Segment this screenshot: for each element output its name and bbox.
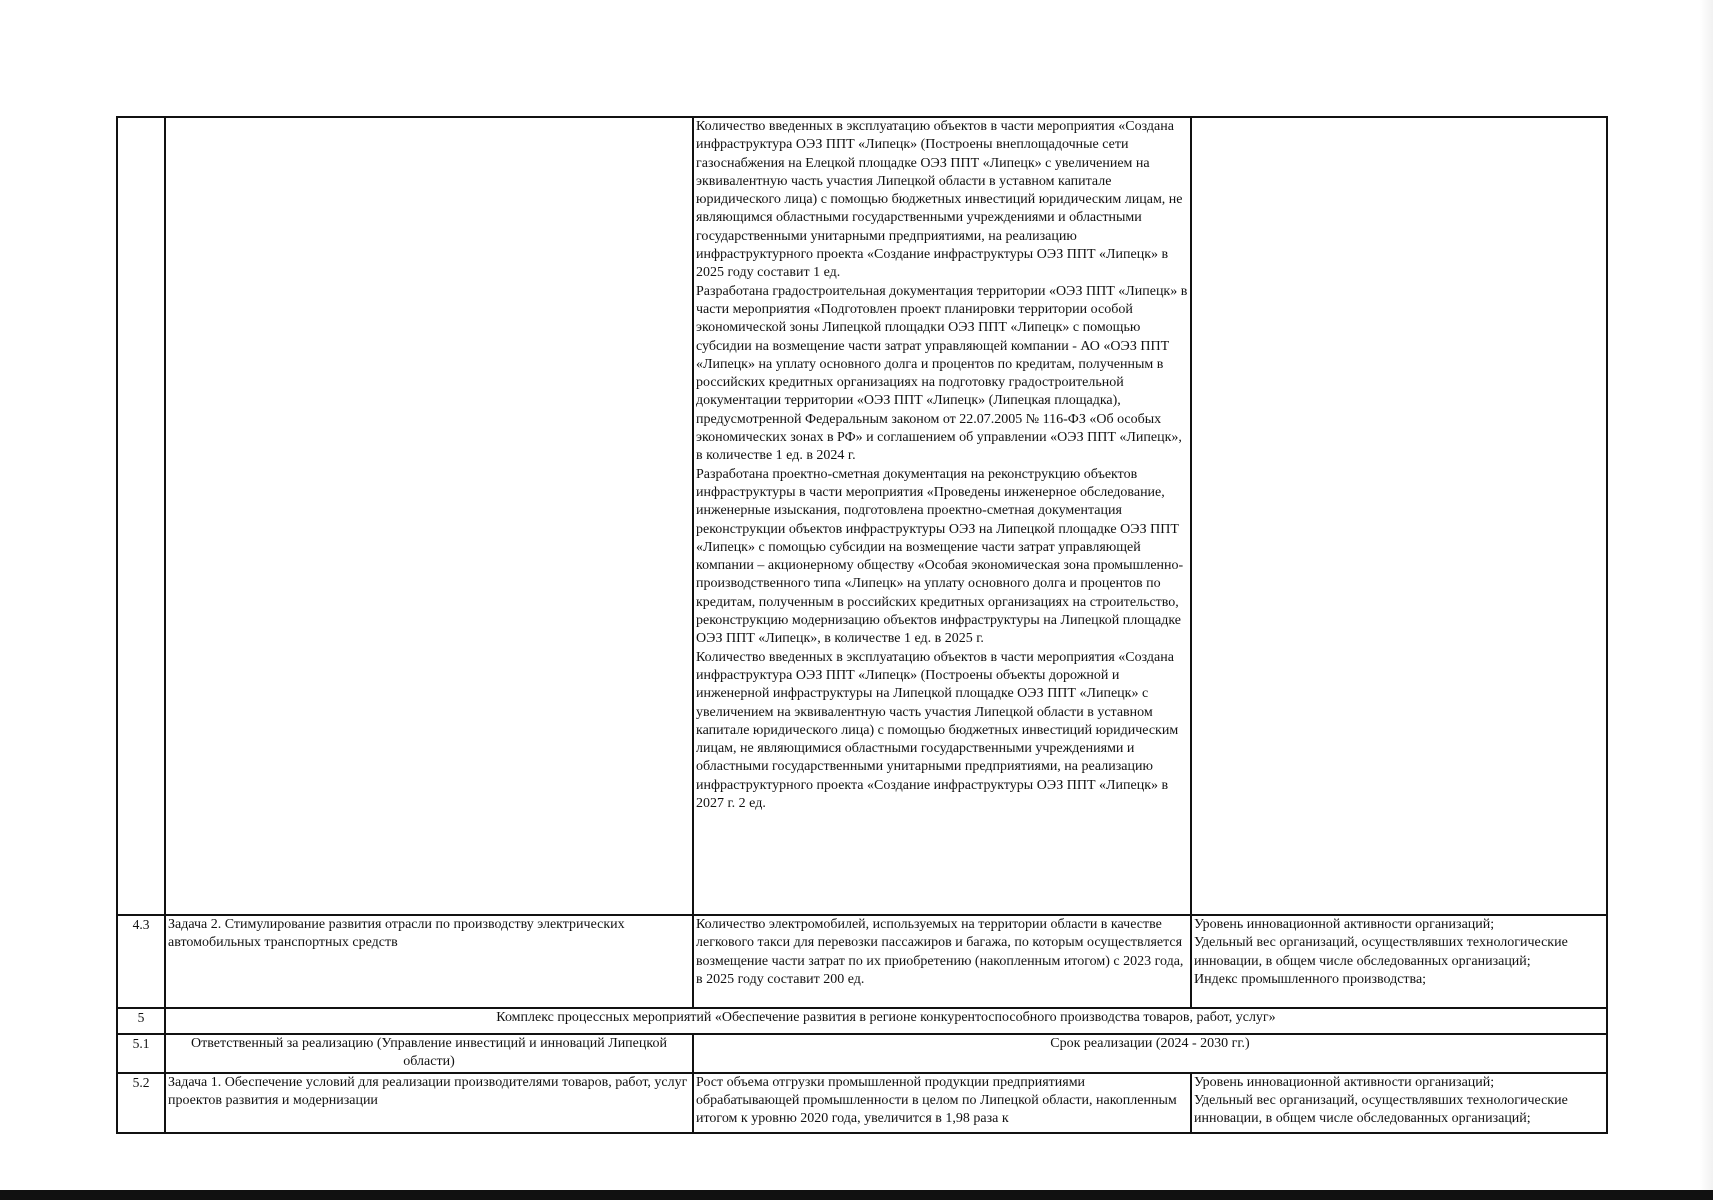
task-cell	[165, 117, 693, 915]
row-number-cell: 5.1	[117, 1034, 165, 1073]
result-paragraph: Разработана градостроительная документация территории «ОЭЗ ППТ «Липецк» в части мероприятия «Подготовлен проект планировки территории особой экономической зоны Липецкой площадки ОЭЗ ППТ «Липецк» с помощью субсидии на возмещение части затрат управляющей компании - АО «ОЭЗ ППТ «Липецк» на уплату основного долга и процентов по кредитам, полученным в российских кредитных организациях на подготовку градостроительной документации территории «ОЭЗ ППТ «Липецк» (Липецкая площадка), предусмотренной Федеральным законом от 22.07.2005 № 116-ФЗ «Об особых экономических зонах в РФ» и соглашением об управлении «ОЭЗ ППТ «Липецк», в количестве 1 ед. в 2024 г.	[696, 283, 1188, 464]
row-number-cell: 4.3	[117, 915, 165, 1008]
indicators-cell	[1191, 915, 1607, 1008]
result-paragraph: Разработана проектно-сметная документация на реконструкцию объектов инфраструктуры в части мероприятия «Проведены инженерное обследование, инженерные изыскания, подготовлена проектно-сметная документация реконструкции объектов инфраструктуры ОЭЗ на Липецкой площадке ОЭЗ ППТ «Липецк» с помощью субсидии на возмещение части затрат управляющей компании – акционерному обществу «Особая экономическая зона промышленно-производственного типа «Липецк» на уплату основного долга и процентов по кредитам, полученным в российских кредитных организациях на строительство, реконструкцию модернизацию объектов инфраструктуры на Липецкой площадке ОЭЗ ППТ «Липецк», в количестве 1 ед. в 2025 г.	[696, 466, 1184, 647]
section-title-cell: Комплекс процессных мероприятий «Обеспечение развития в регионе конкурентоспособного производства товаров, работ, услуг»	[165, 1008, 1607, 1034]
indicator-item: Индекс промышленного производства;	[1194, 971, 1427, 987]
responsible-cell: Ответственный за реализацию (Управление инвестиций и инноваций Липецкой области)	[165, 1034, 693, 1073]
task-cell: Задача 2. Стимулирование развития отрасли по производству электрических автомобильных транспортных средств	[165, 915, 693, 1008]
program-table	[116, 116, 1608, 1134]
task-cell: Задача 1. Обеспечение условий для реализации производителями товаров, работ, услуг проектов развития и модернизации	[165, 1073, 693, 1133]
scan-shadow-right	[1700, 0, 1713, 1190]
table-row-5	[117, 1008, 1607, 1034]
indicator-item: Удельный вес организаций, осуществлявших технологические инновации, в общем числе обследованных организаций;	[1194, 1092, 1568, 1127]
result-text: Рост объема отгрузки промышленной продукции предприятиями обрабатывающей промышленности в целом по Липецкой области, накопленным итогом к уровню 2020 года, увеличится в 1,98 раза к	[696, 1074, 1177, 1127]
indicators-cell	[1191, 117, 1607, 915]
result-cell: Количество электромобилей, используемых на территории области в качестве легкового такси для перевозки пассажиров и багажа, по которым осуществляется возмещение части затрат по их приобретению (накопленным итогом) с 2023 года, в 2025 году составит 200 ед.	[693, 915, 1191, 1008]
indicator-item: Уровень инновационной активности организаций;	[1194, 1074, 1495, 1090]
result-paragraph: Количество введенных в эксплуатацию объектов в части мероприятия «Создана инфраструктура ОЭЗ ППТ «Липецк» (Построены объекты дорожной и инженерной инфраструктуры на Липецкой площадке ОЭЗ ППТ «Липецк» с увеличением на эквивалентную часть участия Липецкой области в уставном капитале юридического лица) с помощью бюджетных инвестиций юридическим лицам, не являющимися областными государственными учреждениями и областными государственными унитарными предприятиями, на реализацию инфраструктурного проекта «Создание инфраструктуры ОЭЗ ППТ «Липецк» в 2027 г. 2 ед.	[696, 649, 1179, 811]
row-number-cell: 5.2	[117, 1073, 165, 1133]
table-row-continued	[117, 117, 1607, 915]
indicators-cell	[1191, 1073, 1607, 1133]
row-number-cell	[117, 117, 165, 915]
table-row-5-1	[117, 1034, 1607, 1073]
scan-edge-bottom	[0, 1190, 1713, 1200]
row-number-cell: 5	[117, 1008, 165, 1034]
term-cell: Срок реализации (2024 - 2030 гг.)	[693, 1034, 1607, 1073]
indicator-item: Уровень инновационной активности организаций;	[1194, 917, 1495, 932]
indicator-item: Удельный вес организаций, осуществлявших технологические инновации, в общем числе обследованных организаций;	[1194, 935, 1568, 969]
table-row-4-3	[117, 915, 1607, 1008]
result-cell	[693, 117, 1191, 915]
table-row-5-2	[117, 1073, 1607, 1133]
indicators-list	[1194, 1074, 1604, 1130]
result-paragraph: Количество введенных в эксплуатацию объектов в части мероприятия «Создана инфраструктура ОЭЗ ППТ «Липецк» (Построены внеплощадочные сети газоснабжения на Елецкой площадке ОЭЗ ППТ «Липецк» с увеличением на эквивалентную часть участия Липецкой области в уставном капитале юридического лица) с помощью бюджетных инвестиций юридическим лицам, не являющимся областными государственными учреждениями и областными государственными унитарными предприятиями, на реализацию инфраструктурного проекта «Создание инфраструктуры ОЭЗ ППТ «Липецк» в 2025 году составит 1 ед.	[696, 119, 1183, 281]
result-cell	[693, 1073, 1191, 1133]
